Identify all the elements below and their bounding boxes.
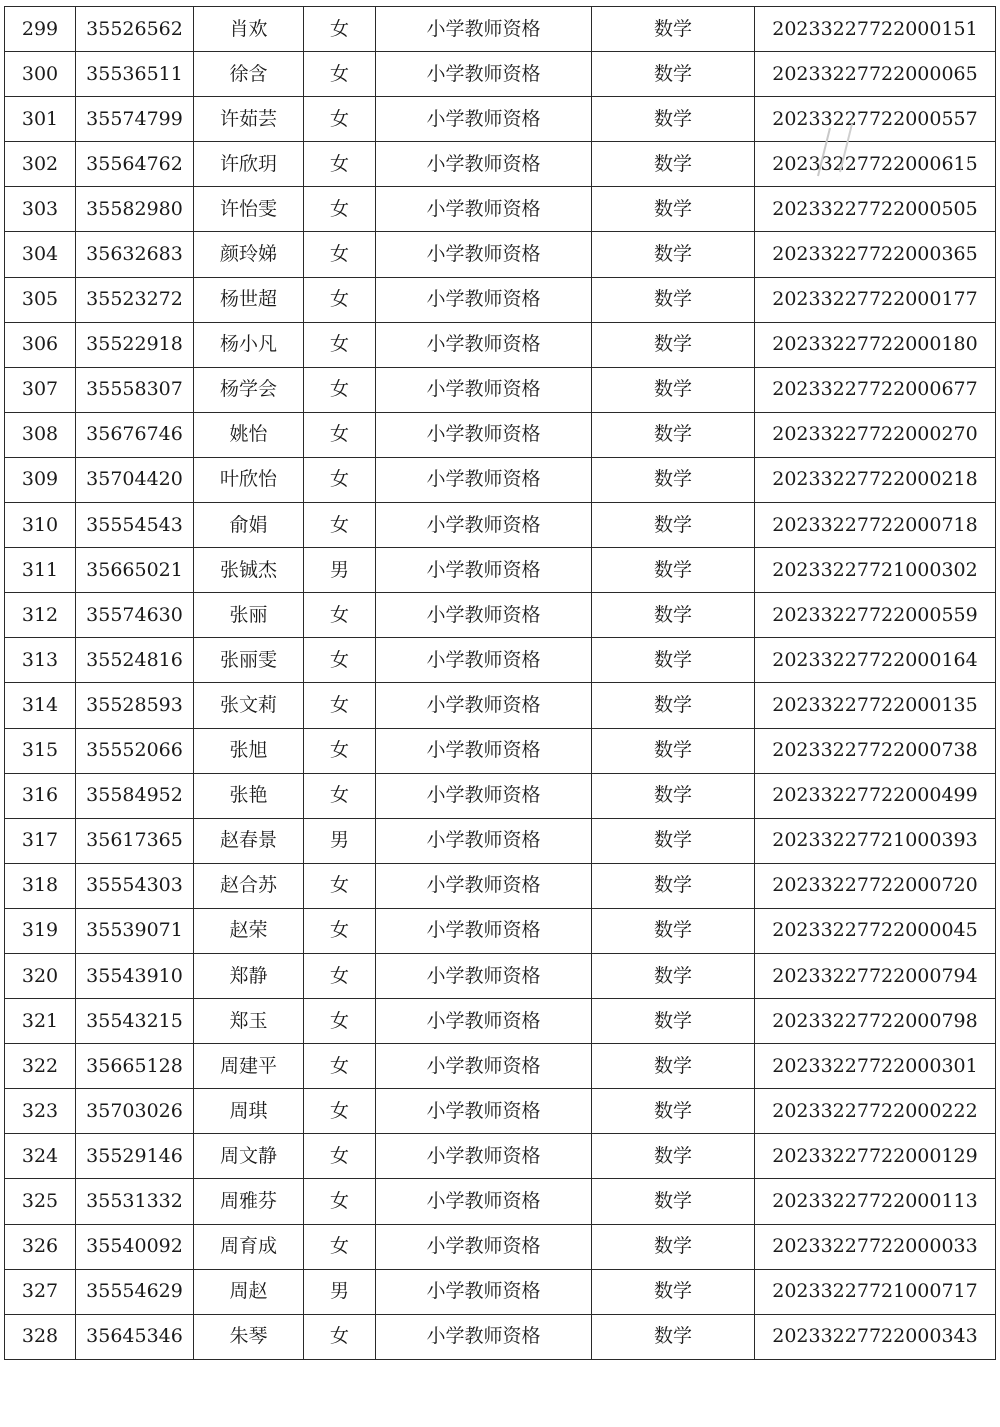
row-number-cell: 318 [5, 863, 76, 908]
row-number-cell: 323 [5, 1089, 76, 1134]
exam-id-cell: 35558307 [76, 367, 194, 412]
row-number-cell: 315 [5, 728, 76, 773]
row-number-cell: 325 [5, 1179, 76, 1224]
exam-id-cell: 35554543 [76, 503, 194, 548]
subject-cell: 数学 [592, 322, 755, 367]
row-number-cell: 326 [5, 1224, 76, 1269]
gender-cell: 女 [304, 773, 376, 818]
row-number-cell: 302 [5, 142, 76, 187]
row-number-cell: 322 [5, 1044, 76, 1089]
certificate-type-cell: 小学教师资格 [376, 7, 592, 52]
certificate-number-cell: 20233227722000343 [755, 1314, 996, 1359]
name-cell: 赵荣 [194, 908, 304, 953]
exam-id-cell: 35645346 [76, 1314, 194, 1359]
subject-cell: 数学 [592, 593, 755, 638]
certificate-number-cell: 20233227721000717 [755, 1269, 996, 1314]
certificate-type-cell: 小学教师资格 [376, 548, 592, 593]
certificate-number-cell: 20233227722000045 [755, 908, 996, 953]
certificate-number-cell: 20233227722000180 [755, 322, 996, 367]
name-cell: 杨世超 [194, 277, 304, 322]
gender-cell: 女 [304, 728, 376, 773]
exam-id-cell: 35564762 [76, 142, 194, 187]
row-number-cell: 301 [5, 97, 76, 142]
name-cell: 周雅芬 [194, 1179, 304, 1224]
table-row [5, 863, 996, 908]
table-row [5, 503, 996, 548]
certificate-number-cell: 20233227722000151 [755, 7, 996, 52]
name-cell: 张铖杰 [194, 548, 304, 593]
gender-cell: 女 [304, 1044, 376, 1089]
exam-id-cell: 35554303 [76, 863, 194, 908]
table-row [5, 322, 996, 367]
certificate-number-cell: 20233227722000505 [755, 187, 996, 232]
certificate-number-cell: 20233227722000718 [755, 503, 996, 548]
table-row [5, 1044, 996, 1089]
row-number-cell: 319 [5, 908, 76, 953]
subject-cell: 数学 [592, 1179, 755, 1224]
exam-id-cell: 35540092 [76, 1224, 194, 1269]
exam-id-cell: 35528593 [76, 683, 194, 728]
table-row [5, 1269, 996, 1314]
certificate-type-cell: 小学教师资格 [376, 593, 592, 638]
certificate-type-cell: 小学教师资格 [376, 97, 592, 142]
subject-cell: 数学 [592, 7, 755, 52]
document-page [4, 6, 995, 1360]
gender-cell: 女 [304, 322, 376, 367]
name-cell: 赵合苏 [194, 863, 304, 908]
subject-cell: 数学 [592, 999, 755, 1044]
subject-cell: 数学 [592, 277, 755, 322]
row-number-cell: 313 [5, 638, 76, 683]
row-number-cell: 324 [5, 1134, 76, 1179]
name-cell: 俞娟 [194, 503, 304, 548]
gender-cell: 女 [304, 503, 376, 548]
subject-cell: 数学 [592, 503, 755, 548]
subject-cell: 数学 [592, 818, 755, 863]
subject-cell: 数学 [592, 863, 755, 908]
table-row [5, 1134, 996, 1179]
certificate-type-cell: 小学教师资格 [376, 683, 592, 728]
gender-cell: 女 [304, 863, 376, 908]
subject-cell: 数学 [592, 1134, 755, 1179]
certificate-type-cell: 小学教师资格 [376, 503, 592, 548]
exam-id-cell: 35665128 [76, 1044, 194, 1089]
name-cell: 郑玉 [194, 999, 304, 1044]
certificate-number-cell: 20233227722000557 [755, 97, 996, 142]
subject-cell: 数学 [592, 683, 755, 728]
certificate-type-cell: 小学教师资格 [376, 953, 592, 998]
table-row [5, 908, 996, 953]
certificate-number-cell: 20233227722000365 [755, 232, 996, 277]
certificate-type-cell: 小学教师资格 [376, 863, 592, 908]
row-number-cell: 308 [5, 412, 76, 457]
row-number-cell: 303 [5, 187, 76, 232]
row-number-cell: 311 [5, 548, 76, 593]
exam-id-cell: 35704420 [76, 457, 194, 502]
certificate-number-cell: 20233227721000302 [755, 548, 996, 593]
gender-cell: 女 [304, 999, 376, 1044]
exam-id-cell: 35554629 [76, 1269, 194, 1314]
row-number-cell: 314 [5, 683, 76, 728]
gender-cell: 女 [304, 1134, 376, 1179]
subject-cell: 数学 [592, 1269, 755, 1314]
table-row [5, 232, 996, 277]
certificate-number-cell: 20233227721000393 [755, 818, 996, 863]
row-number-cell: 300 [5, 52, 76, 97]
certificate-type-cell: 小学教师资格 [376, 1269, 592, 1314]
exam-id-cell: 35582980 [76, 187, 194, 232]
gender-cell: 女 [304, 277, 376, 322]
row-number-cell: 305 [5, 277, 76, 322]
exam-id-cell: 35539071 [76, 908, 194, 953]
certificate-number-cell: 20233227722000065 [755, 52, 996, 97]
table-row [5, 277, 996, 322]
row-number-cell: 317 [5, 818, 76, 863]
certificate-type-cell: 小学教师资格 [376, 412, 592, 457]
row-number-cell: 309 [5, 457, 76, 502]
roster-table-body [5, 7, 996, 1360]
gender-cell: 女 [304, 953, 376, 998]
certificate-type-cell: 小学教师资格 [376, 728, 592, 773]
certificate-type-cell: 小学教师资格 [376, 1224, 592, 1269]
gender-cell: 女 [304, 97, 376, 142]
exam-id-cell: 35584952 [76, 773, 194, 818]
name-cell: 许欣玥 [194, 142, 304, 187]
table-row [5, 1314, 996, 1359]
row-number-cell: 310 [5, 503, 76, 548]
row-number-cell: 306 [5, 322, 76, 367]
table-row [5, 412, 996, 457]
exam-id-cell: 35523272 [76, 277, 194, 322]
exam-id-cell: 35574630 [76, 593, 194, 638]
name-cell: 许茹芸 [194, 97, 304, 142]
certificate-type-cell: 小学教师资格 [376, 999, 592, 1044]
name-cell: 张艳 [194, 773, 304, 818]
exam-id-cell: 35543215 [76, 999, 194, 1044]
certificate-type-cell: 小学教师资格 [376, 322, 592, 367]
certificate-number-cell: 20233227722000222 [755, 1089, 996, 1134]
exam-id-cell: 35574799 [76, 97, 194, 142]
certificate-type-cell: 小学教师资格 [376, 277, 592, 322]
gender-cell: 女 [304, 367, 376, 412]
name-cell: 颜玲娣 [194, 232, 304, 277]
name-cell: 肖欢 [194, 7, 304, 52]
name-cell: 叶欣怡 [194, 457, 304, 502]
certificate-number-cell: 20233227722000177 [755, 277, 996, 322]
name-cell: 赵春景 [194, 818, 304, 863]
certificate-type-cell: 小学教师资格 [376, 818, 592, 863]
exam-id-cell: 35617365 [76, 818, 194, 863]
name-cell: 姚怡 [194, 412, 304, 457]
certificate-number-cell: 20233227722000615 [755, 142, 996, 187]
table-row [5, 367, 996, 412]
row-number-cell: 307 [5, 367, 76, 412]
table-row [5, 142, 996, 187]
name-cell: 许怡雯 [194, 187, 304, 232]
row-number-cell: 304 [5, 232, 76, 277]
certificate-number-cell: 20233227722000559 [755, 593, 996, 638]
exam-id-cell: 35536511 [76, 52, 194, 97]
certificate-number-cell: 20233227722000135 [755, 683, 996, 728]
certificate-type-cell: 小学教师资格 [376, 187, 592, 232]
certificate-type-cell: 小学教师资格 [376, 773, 592, 818]
exam-id-cell: 35543910 [76, 953, 194, 998]
name-cell: 周文静 [194, 1134, 304, 1179]
gender-cell: 女 [304, 908, 376, 953]
certificate-type-cell: 小学教师资格 [376, 908, 592, 953]
table-row [5, 548, 996, 593]
table-row [5, 97, 996, 142]
table-row [5, 683, 996, 728]
name-cell: 周赵 [194, 1269, 304, 1314]
certificate-type-cell: 小学教师资格 [376, 367, 592, 412]
table-row [5, 773, 996, 818]
subject-cell: 数学 [592, 728, 755, 773]
gender-cell: 女 [304, 7, 376, 52]
table-row [5, 1179, 996, 1224]
exam-id-cell: 35531332 [76, 1179, 194, 1224]
row-number-cell: 312 [5, 593, 76, 638]
gender-cell: 女 [304, 412, 376, 457]
exam-id-cell: 35526562 [76, 7, 194, 52]
gender-cell: 男 [304, 548, 376, 593]
row-number-cell: 320 [5, 953, 76, 998]
subject-cell: 数学 [592, 367, 755, 412]
certificate-type-cell: 小学教师资格 [376, 1314, 592, 1359]
gender-cell: 女 [304, 1179, 376, 1224]
row-number-cell: 327 [5, 1269, 76, 1314]
table-row [5, 7, 996, 52]
certificate-number-cell: 20233227722000113 [755, 1179, 996, 1224]
name-cell: 杨小凡 [194, 322, 304, 367]
table-row [5, 818, 996, 863]
table-row [5, 1224, 996, 1269]
subject-cell: 数学 [592, 1044, 755, 1089]
name-cell: 张文莉 [194, 683, 304, 728]
name-cell: 张丽 [194, 593, 304, 638]
certificate-number-cell: 20233227722000129 [755, 1134, 996, 1179]
gender-cell: 女 [304, 593, 376, 638]
gender-cell: 女 [304, 187, 376, 232]
gender-cell: 男 [304, 818, 376, 863]
subject-cell: 数学 [592, 97, 755, 142]
certificate-number-cell: 20233227722000798 [755, 999, 996, 1044]
name-cell: 杨学会 [194, 367, 304, 412]
name-cell: 张旭 [194, 728, 304, 773]
table-row [5, 593, 996, 638]
table-row [5, 953, 996, 998]
certificate-type-cell: 小学教师资格 [376, 457, 592, 502]
subject-cell: 数学 [592, 232, 755, 277]
table-row [5, 187, 996, 232]
certificate-number-cell: 20233227722000218 [755, 457, 996, 502]
exam-id-cell: 35676746 [76, 412, 194, 457]
table-row [5, 638, 996, 683]
certificate-number-cell: 20233227722000677 [755, 367, 996, 412]
certificate-type-cell: 小学教师资格 [376, 638, 592, 683]
roster-table [4, 6, 996, 1360]
gender-cell: 女 [304, 457, 376, 502]
exam-id-cell: 35703026 [76, 1089, 194, 1134]
subject-cell: 数学 [592, 457, 755, 502]
certificate-type-cell: 小学教师资格 [376, 1134, 592, 1179]
gender-cell: 女 [304, 683, 376, 728]
subject-cell: 数学 [592, 548, 755, 593]
name-cell: 张丽雯 [194, 638, 304, 683]
table-row [5, 999, 996, 1044]
exam-id-cell: 35522918 [76, 322, 194, 367]
name-cell: 周育成 [194, 1224, 304, 1269]
gender-cell: 女 [304, 638, 376, 683]
gender-cell: 女 [304, 1089, 376, 1134]
gender-cell: 女 [304, 52, 376, 97]
subject-cell: 数学 [592, 142, 755, 187]
exam-id-cell: 35665021 [76, 548, 194, 593]
certificate-type-cell: 小学教师资格 [376, 1179, 592, 1224]
gender-cell: 女 [304, 1314, 376, 1359]
table-row [5, 457, 996, 502]
name-cell: 郑静 [194, 953, 304, 998]
table-row [5, 52, 996, 97]
certificate-type-cell: 小学教师资格 [376, 142, 592, 187]
subject-cell: 数学 [592, 1314, 755, 1359]
name-cell: 周琪 [194, 1089, 304, 1134]
certificate-number-cell: 20233227722000738 [755, 728, 996, 773]
row-number-cell: 328 [5, 1314, 76, 1359]
subject-cell: 数学 [592, 1089, 755, 1134]
certificate-type-cell: 小学教师资格 [376, 52, 592, 97]
certificate-type-cell: 小学教师资格 [376, 1089, 592, 1134]
certificate-number-cell: 20233227722000033 [755, 1224, 996, 1269]
subject-cell: 数学 [592, 52, 755, 97]
subject-cell: 数学 [592, 773, 755, 818]
name-cell: 周建平 [194, 1044, 304, 1089]
certificate-number-cell: 20233227722000794 [755, 953, 996, 998]
exam-id-cell: 35524816 [76, 638, 194, 683]
certificate-type-cell: 小学教师资格 [376, 232, 592, 277]
table-row [5, 728, 996, 773]
subject-cell: 数学 [592, 412, 755, 457]
certificate-number-cell: 20233227722000301 [755, 1044, 996, 1089]
row-number-cell: 316 [5, 773, 76, 818]
subject-cell: 数学 [592, 953, 755, 998]
table-row [5, 1089, 996, 1134]
gender-cell: 女 [304, 1224, 376, 1269]
subject-cell: 数学 [592, 638, 755, 683]
certificate-number-cell: 20233227722000270 [755, 412, 996, 457]
exam-id-cell: 35632683 [76, 232, 194, 277]
name-cell: 朱琴 [194, 1314, 304, 1359]
subject-cell: 数学 [592, 187, 755, 232]
certificate-type-cell: 小学教师资格 [376, 1044, 592, 1089]
row-number-cell: 299 [5, 7, 76, 52]
exam-id-cell: 35529146 [76, 1134, 194, 1179]
gender-cell: 男 [304, 1269, 376, 1314]
name-cell: 徐含 [194, 52, 304, 97]
gender-cell: 女 [304, 142, 376, 187]
gender-cell: 女 [304, 232, 376, 277]
subject-cell: 数学 [592, 1224, 755, 1269]
subject-cell: 数学 [592, 908, 755, 953]
certificate-number-cell: 20233227722000499 [755, 773, 996, 818]
row-number-cell: 321 [5, 999, 76, 1044]
certificate-number-cell: 20233227722000164 [755, 638, 996, 683]
exam-id-cell: 35552066 [76, 728, 194, 773]
certificate-number-cell: 20233227722000720 [755, 863, 996, 908]
